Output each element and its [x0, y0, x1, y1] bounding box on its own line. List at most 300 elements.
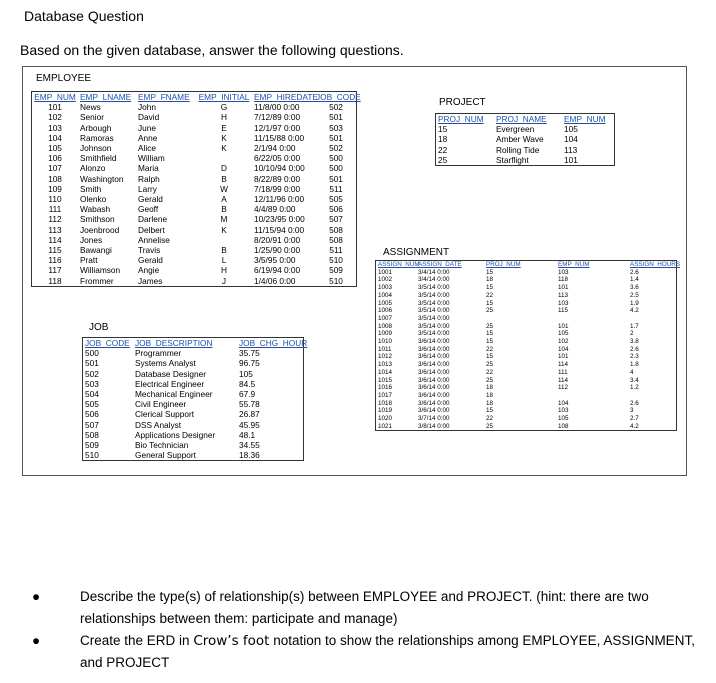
employee-cell: 113 [48, 224, 62, 235]
employee-row [32, 102, 356, 112]
employee-cell: Joenbrood [80, 224, 120, 235]
assignment-cell: 1010 [378, 338, 393, 346]
job-row [83, 358, 303, 368]
employee-cell: 508 [329, 224, 343, 235]
employee-cell: Larry [138, 183, 157, 194]
assignment-row [376, 392, 676, 400]
employee-row [32, 174, 356, 184]
assignment-cell: 25 [486, 422, 494, 430]
project-row [436, 145, 614, 155]
assignment-cell: 101 [558, 322, 569, 330]
employee-header-row [32, 92, 361, 102]
assignment-cell: 4.2 [630, 307, 639, 315]
assignment-cell: 15 [486, 330, 494, 338]
assignment-cell: 3/6/14 0:00 [418, 338, 450, 346]
employee-column-header: EMP_LNAME [80, 92, 132, 102]
employee-cell: 511 [329, 183, 343, 194]
assignment-cell: 101 [558, 353, 569, 361]
assignment-row [376, 369, 676, 377]
assignment-cell: 1013 [378, 361, 393, 369]
employee-cell: June [138, 122, 156, 133]
job-row [83, 409, 303, 419]
job-row [83, 420, 303, 430]
employee-cell: 11/8/00 0:00 [254, 102, 300, 113]
project-column-header: EMP_NUM [564, 114, 606, 124]
employee-cell: John [138, 102, 156, 113]
job-cell: 45.95 [239, 419, 260, 430]
assignment-cell: 3/5/14 0:00 [418, 291, 450, 299]
employee-row [32, 143, 356, 153]
bullet-icon: ● [32, 633, 41, 648]
assignment-row [376, 346, 676, 354]
job-cell: 501 [85, 358, 99, 369]
employee-cell: Darlene [138, 214, 168, 225]
project-cell: 104 [564, 134, 578, 145]
question-2 [32, 630, 712, 674]
employee-cell: B [221, 204, 227, 215]
employee-title: EMPLOYEE [36, 73, 92, 84]
assignment-cell: 2.6 [630, 268, 639, 276]
assignment-row [376, 353, 676, 361]
employee-cell: Angie [138, 265, 160, 276]
assignment-cell: 3/4/14 0:00 [418, 268, 450, 276]
assignment-cell: 3/4/14 0:00 [418, 276, 450, 284]
assignment-cell: 18 [486, 391, 494, 399]
assignment-cell: 108 [558, 422, 569, 430]
job-row [83, 430, 303, 440]
employee-cell: Smithfield [80, 153, 117, 164]
employee-cell: Ralph [138, 173, 160, 184]
assignment-table [375, 260, 681, 431]
assignment-cell: 3/6/14 0:00 [418, 384, 450, 392]
employee-cell: D [221, 163, 227, 174]
assignment-cell: 3 [630, 407, 634, 415]
assignment-cell: 3/6/14 0:00 [418, 407, 450, 415]
employee-column-header: EMP_HIREDATE [254, 92, 318, 102]
job-row [83, 450, 303, 460]
question-2-crows-foot: Crow’s foot [193, 633, 270, 649]
question-1-text: Describe the type(s) of relationship(s) between EMPLOYEE and PROJECT. (hint: there are two relationships between them: participate and manage) [80, 589, 649, 626]
job-cell: Applications Designer [135, 429, 216, 440]
job-row [83, 369, 303, 379]
employee-cell: Frommer [80, 275, 114, 286]
assignment-row [376, 284, 676, 292]
assignment-cell: 3.4 [630, 376, 639, 384]
job-cell: Bio Technician [135, 440, 189, 451]
job-cell: Database Designer [135, 368, 207, 379]
employee-cell: 118 [48, 275, 62, 286]
employee-cell: 501 [329, 173, 343, 184]
job-cell: 500 [85, 348, 99, 359]
job-cell: 48.1 [239, 429, 256, 440]
assignment-cell: 101 [558, 284, 569, 292]
job-cell: 105 [239, 368, 253, 379]
assignment-row [376, 292, 676, 300]
employee-cell: H [221, 265, 227, 276]
project-table [435, 113, 615, 166]
employee-row [32, 276, 356, 286]
assignment-cell: 103 [558, 268, 569, 276]
employee-cell: Bawangi [80, 245, 112, 256]
assignment-cell: 4 [630, 368, 634, 376]
employee-cell: K [221, 143, 227, 154]
assignment-cell: 22 [486, 368, 494, 376]
job-cell: DSS Analyst [135, 419, 182, 430]
employee-cell: 510 [329, 255, 343, 266]
assignment-cell [484, 315, 556, 323]
assignment-cell: 111 [558, 368, 568, 376]
employee-cell: Pratt [80, 255, 98, 266]
assignment-cell: 1011 [378, 345, 392, 353]
assignment-cell: 4.2 [630, 422, 639, 430]
employee-cell: Geoff [138, 204, 159, 215]
assignment-cell: 1021 [378, 422, 393, 430]
assignment-cell: 3/5/14 0:00 [418, 322, 450, 330]
job-row [83, 379, 303, 389]
assignment-title: ASSIGNMENT [383, 247, 450, 258]
assignment-cell: 105 [558, 415, 569, 423]
assignment-row [376, 415, 676, 423]
assignment-cell: 18 [486, 276, 494, 284]
employee-row [32, 133, 356, 143]
employee-cell: 102 [48, 112, 62, 123]
employee-cell: Alice [138, 143, 156, 154]
job-cell: Electrical Engineer [135, 378, 205, 389]
employee-cell: 8/22/89 0:00 [254, 173, 301, 184]
job-cell: 34.55 [239, 440, 260, 451]
employee-cell: 4/4/89 0:00 [254, 204, 296, 215]
employee-cell: News [80, 102, 101, 113]
assignment-row [376, 276, 676, 284]
employee-cell: M [220, 214, 228, 225]
job-cell: 507 [85, 419, 99, 430]
job-cell: 508 [85, 429, 99, 440]
question-1 [32, 586, 712, 630]
project-cell: Evergreen [496, 124, 535, 135]
assignment-cell: 103 [558, 299, 569, 307]
job-row [83, 440, 303, 450]
assignment-cell: 3/5/14 0:00 [418, 284, 450, 292]
assignment-cell: 3/5/14 0:00 [418, 307, 450, 315]
employee-cell: K [221, 132, 227, 143]
database-figure [22, 66, 687, 476]
assignment-row [376, 384, 676, 392]
intro-text: Based on the given database, answer the following questions. [20, 42, 404, 58]
assignment-cell: 3/6/14 0:00 [418, 361, 450, 369]
project-cell: Amber Wave [496, 134, 544, 145]
assignment-cell: 2.5 [630, 291, 639, 299]
job-cell: 55.78 [239, 399, 260, 410]
employee-cell [196, 235, 252, 245]
project-cell: Rolling Tide [496, 144, 540, 155]
employee-cell: Johnson [80, 143, 112, 154]
project-cell: 15 [438, 124, 448, 135]
employee-cell: 112 [48, 214, 62, 225]
employee-row [32, 245, 356, 255]
assignment-row [376, 400, 676, 408]
job-cell: 96.75 [239, 358, 260, 369]
employee-cell: 117 [48, 265, 62, 276]
employee-row [32, 225, 356, 235]
employee-cell: Maria [138, 163, 159, 174]
job-column-header: JOB_CHG_HOUR [239, 338, 308, 348]
job-title: JOB [89, 322, 109, 333]
employee-cell: B [221, 173, 227, 184]
employee-cell: 501 [329, 112, 343, 123]
assignment-cell: 1019 [378, 407, 393, 415]
employee-cell: Arbough [80, 122, 112, 133]
employee-row [32, 112, 356, 122]
project-cell: 18 [438, 134, 448, 145]
assignment-cell: 3/6/14 0:00 [418, 345, 450, 353]
assignment-cell: 15 [486, 268, 494, 276]
assignment-cell: 1.9 [630, 299, 639, 307]
employee-table [31, 91, 361, 287]
project-cell: 25 [438, 154, 448, 165]
employee-cell: James [138, 275, 163, 286]
assignment-row [376, 269, 676, 277]
assignment-cell [556, 315, 628, 323]
page-heading: Database Question [24, 8, 144, 24]
assignment-cell: 2.3 [630, 353, 639, 361]
employee-cell: 503 [329, 122, 343, 133]
assignment-row [376, 300, 676, 308]
employee-cell: 509 [329, 265, 343, 276]
job-cell: 18.36 [239, 450, 260, 461]
project-column-header: PROJ_NAME [496, 114, 547, 124]
employee-cell: Williamson [80, 265, 121, 276]
assignment-column-header: ASSIGN_DATE [418, 261, 462, 268]
job-row [83, 389, 303, 399]
employee-row [32, 255, 356, 265]
assignment-cell: 104 [558, 345, 569, 353]
assignment-cell: 1016 [378, 384, 393, 392]
employee-cell: 104 [48, 132, 62, 143]
assignment-column-header: ASSIGN_HOURS [630, 261, 681, 268]
job-cell: 67.9 [239, 389, 256, 400]
job-cell: 509 [85, 440, 99, 451]
job-header-row [83, 338, 308, 348]
assignment-cell: 22 [486, 291, 494, 299]
job-cell: Systems Analyst [135, 358, 196, 369]
employee-cell: G [220, 102, 228, 113]
assignment-cell: 1004 [378, 291, 393, 299]
assignment-cell: 1.7 [630, 322, 639, 330]
employee-row [32, 123, 356, 133]
employee-cell: 500 [329, 163, 343, 174]
job-cell: 504 [85, 389, 99, 400]
assignment-cell: 118 [558, 276, 569, 284]
assignment-cell: 15 [486, 353, 494, 361]
employee-cell: 106 [48, 153, 62, 164]
employee-cell: 502 [329, 102, 343, 113]
job-cell: Mechanical Engineer [135, 389, 213, 400]
employee-cell: 506 [329, 204, 343, 215]
employee-cell: 109 [48, 183, 62, 194]
assignment-row [376, 361, 676, 369]
assignment-cell: 1012 [378, 353, 393, 361]
assignment-cell: 1020 [378, 415, 393, 423]
assignment-cell: 1009 [378, 330, 393, 338]
assignment-cell: 22 [486, 345, 494, 353]
employee-cell: 110 [48, 194, 62, 205]
employee-column-header: JOB_CODE [316, 92, 361, 102]
employee-cell: 510 [329, 275, 343, 286]
assignment-cell: 1001 [378, 268, 393, 276]
employee-cell: 500 [329, 153, 343, 164]
assignment-cell: 2.7 [630, 415, 639, 423]
project-row [436, 124, 614, 134]
employee-cell: 105 [48, 143, 62, 154]
job-row [83, 348, 303, 358]
assignment-cell: 22 [486, 415, 494, 423]
employee-cell: 10/23/95 0:00 [254, 214, 305, 225]
assignment-cell: 25 [486, 307, 494, 315]
assignment-cell [628, 392, 676, 400]
assignment-cell: 104 [558, 399, 569, 407]
employee-cell: H [221, 112, 227, 123]
project-cell: 22 [438, 144, 448, 155]
assignment-cell: 3/8/14 0:00 [418, 422, 450, 430]
employee-cell: Olenko [80, 194, 107, 205]
employee-cell: J [221, 275, 227, 286]
assignment-cell: 1007 [378, 314, 393, 322]
question-2-text-end: notation to show the relationships among EMPLOYEE, ASSIGNMENT, and PROJECT [80, 633, 695, 670]
employee-cell: 6/22/05 0:00 [254, 153, 301, 164]
employee-cell: 10/10/94 0:00 [254, 163, 305, 174]
project-header-row [436, 114, 614, 124]
employee-cell: Gerald [138, 255, 163, 266]
job-cell: General Support [135, 450, 196, 461]
job-cell: Programmer [135, 348, 182, 359]
assignment-cell: 1002 [378, 276, 393, 284]
assignment-cell: 2.6 [630, 345, 639, 353]
employee-cell: 1/4/06 0:00 [254, 275, 296, 286]
employee-cell: 114 [48, 234, 62, 245]
employee-cell: A [221, 194, 227, 205]
assignment-cell: 25 [486, 361, 494, 369]
assignment-cell: 3.6 [630, 284, 639, 292]
assignment-cell: 3/6/14 0:00 [418, 353, 450, 361]
job-cell: 505 [85, 399, 99, 410]
employee-cell: William [138, 153, 165, 164]
employee-cell: Washington [80, 173, 124, 184]
assignment-cell: 115 [558, 307, 569, 315]
employee-cell: 511 [329, 245, 343, 256]
employee-cell: Jones [80, 234, 103, 245]
project-column-header: PROJ_NUM [438, 114, 484, 124]
assignment-row [376, 323, 676, 331]
employee-cell: 501 [329, 132, 343, 143]
assignment-column-header: ASSIGN_NUM [378, 261, 420, 268]
assignment-column-header: EMP_NUM [558, 261, 590, 268]
assignment-cell [628, 315, 676, 323]
employee-cell: 1/25/90 0:00 [254, 245, 301, 256]
question-list [32, 586, 712, 674]
job-cell: 506 [85, 409, 99, 420]
employee-cell: 3/5/95 0:00 [254, 255, 296, 266]
employee-cell: Smith [80, 183, 102, 194]
assignment-cell: 2 [630, 330, 634, 338]
assignment-cell: 3/7/14 0:00 [418, 415, 450, 423]
assignment-cell: 1003 [378, 284, 393, 292]
assignment-cell: 1008 [378, 322, 393, 330]
employee-cell: Travis [138, 245, 161, 256]
employee-cell: W [220, 183, 228, 194]
assignment-cell: 112 [558, 384, 569, 392]
assignment-row [376, 377, 676, 385]
job-cell: 26.87 [239, 409, 260, 420]
assignment-cell: 1015 [378, 376, 393, 384]
employee-cell: 12/11/96 0:00 [254, 194, 305, 205]
assignment-cell: 3/5/14 0:00 [418, 314, 450, 322]
assignment-cell: 3/6/14 0:00 [418, 399, 450, 407]
assignment-cell: 15 [486, 338, 494, 346]
employee-cell: 107 [48, 163, 62, 174]
assignment-row [376, 315, 676, 323]
employee-row [32, 214, 356, 224]
employee-cell: Gerald [138, 194, 163, 205]
job-cell: 503 [85, 378, 99, 389]
employee-cell: Senior [80, 112, 104, 123]
assignment-cell: 15 [486, 407, 494, 415]
employee-cell: 2/1/94 0:00 [254, 143, 296, 154]
employee-row [32, 235, 356, 245]
employee-cell: K [221, 224, 227, 235]
employee-cell: Anne [138, 132, 158, 143]
job-cell: Civil Engineer [135, 399, 187, 410]
employee-cell: 7/12/89 0:00 [254, 112, 301, 123]
employee-cell: L [221, 255, 227, 266]
employee-cell: 111 [48, 204, 62, 215]
assignment-cell: 1005 [378, 299, 393, 307]
project-cell: 101 [564, 154, 578, 165]
assignment-row [376, 307, 676, 315]
employee-row [32, 194, 356, 204]
assignment-cell: 113 [558, 291, 569, 299]
assignment-cell: 103 [558, 407, 569, 415]
employee-cell: 6/19/94 0:00 [254, 265, 301, 276]
employee-cell: 103 [48, 122, 62, 133]
employee-cell: 508 [329, 234, 343, 245]
employee-cell: 7/18/99 0:00 [254, 183, 301, 194]
employee-cell: 11/15/94 0:00 [254, 224, 305, 235]
assignment-cell: 1.2 [630, 384, 639, 392]
assignment-row [376, 330, 676, 338]
employee-cell [196, 153, 252, 163]
employee-cell: Wabash [80, 204, 111, 215]
job-cell: 84.5 [239, 378, 256, 389]
employee-cell: 108 [48, 173, 62, 184]
employee-row [32, 265, 356, 275]
employee-row [32, 153, 356, 163]
bullet-icon: ● [32, 589, 41, 604]
job-cell: 35.75 [239, 348, 260, 359]
assignment-cell: 25 [486, 322, 494, 330]
assignment-cell: 114 [558, 361, 569, 369]
assignment-row [376, 338, 676, 346]
assignment-cell: 105 [558, 330, 569, 338]
assignment-cell: 3/6/14 0:00 [418, 391, 450, 399]
assignment-header-row [376, 261, 681, 269]
job-cell: Clerical Support [135, 409, 195, 420]
job-table [82, 337, 308, 461]
employee-cell: Alonzo [80, 163, 106, 174]
project-title: PROJECT [439, 97, 486, 108]
job-cell: 502 [85, 368, 99, 379]
assignment-cell: 3/6/14 0:00 [418, 368, 450, 376]
job-row [83, 399, 303, 409]
